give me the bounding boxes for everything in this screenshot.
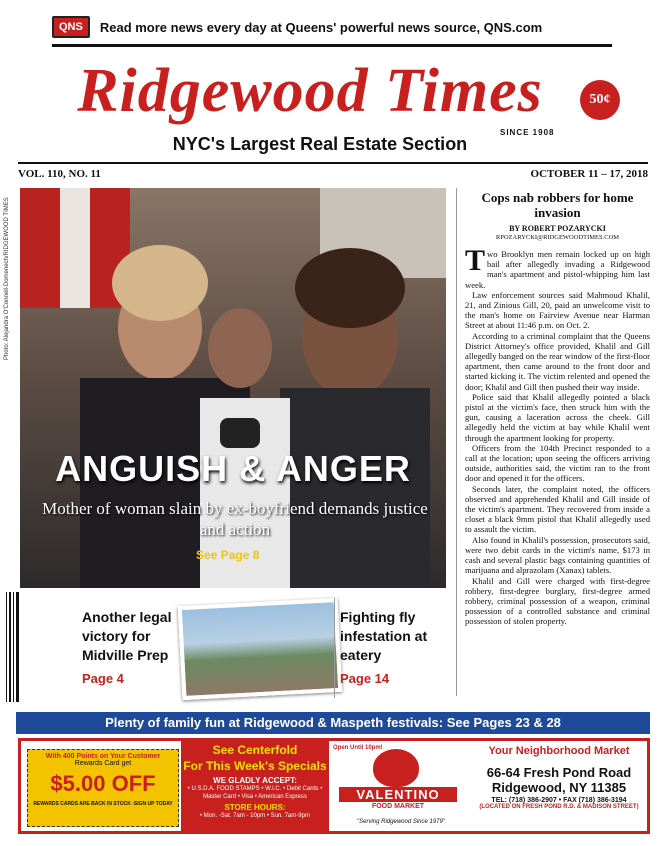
top-promo-text[interactable]: Read more news every day at Queens' powerful news source, QNS.com [99,19,543,35]
valentino-logo [333,745,469,831]
author-email[interactable]: RPOZARYCKI@RIDGEWOODTIMES.COM [495,234,620,241]
hours-label: STORE HOURS: [224,803,286,812]
advertisement[interactable] [18,738,650,834]
store-name: VALENTINO [339,787,457,802]
accept-label: WE GLADLY ACCEPT: [213,776,297,785]
market-address: 66-64 Fresh Pond Road [486,765,632,780]
top-promo-banner [52,14,612,40]
drop-cap: T [465,244,486,277]
cover-subhead: Mother of woman slain by ex-boyfriend demands justice and action [42,499,428,539]
market-phone: TEL: (718) 386-2907 • FAX (718) 386-3194 [491,797,627,804]
teaser-story[interactable] [340,608,450,686]
festival-banner[interactable]: Plenty of family fun at Ridgewood & Maspeth festivals: See Pages 23 & 28 [16,712,650,734]
masthead-title: Ridgewood Times [77,57,543,125]
article-paragraph: Seconds later, the complaint noted, the officers observed and apprehended Khalil and Gill inside of the victim's apartment. They recovered from inside a closet a black 9mm pistol that Khalil allegedly used to assault the victim. [465,483,650,535]
article-paragraph: Police said that Khalil allegedly pointed a black pistol at the victim's face, then struck him with the gun, causing a laceration across the cheek. Gill allegedly held the victim at bay while Khalil went through the apartment looking for property. [465,391,650,443]
coupon[interactable] [27,749,179,827]
photo-credit: Photo: Alejandra O'Connell-Domenech/RIDGEWOOD TIMES [4,197,10,360]
teaser-title: Another legal victory for Midville Prep [82,609,172,663]
coupon-line: Rewards Card get [74,760,132,767]
apple-icon [373,749,419,787]
masthead-tagline: NYC's Largest Real Estate Section [172,134,468,154]
coupon-note: REWARDS CARDS ARE BACK IN STOCK -SIGN UP TODAY [33,801,173,807]
qns-logo[interactable]: QNS [52,16,90,38]
cover-headline[interactable]: ANGUISH & ANGER [55,448,411,489]
article-paragraph: Also found in Khalil's possession, prosecutors said, were two debit cards in the victim's name, $173 in cash and several plastic bags containing quantities of marijuana and alprazolam (Xanax) tablets. [465,534,650,576]
price-badge: 50¢ [580,80,620,120]
article-byline: BY ROBERT POZARYCKI [509,224,606,233]
store-hours: • Mon. -Sat. 7am - 10pm • Sun. 7am-9pm [200,813,310,819]
volume-number: VOL. 110, NO. 11 [18,168,101,180]
issue-dates: OCTOBER 11 – 17, 2018 [530,168,648,180]
article-paragraph-text: wo Brooklyn men remain locked up on high bail after allegedly invading a Ridgewood man's apartment and pistol-whipping him last week. [465,249,650,290]
article-body [465,244,650,627]
store-slogan: "Serving Ridgewood Since 1979" [357,819,445,825]
article-title[interactable]: Cops nab robbers for home invasion [481,190,634,220]
teaser-page-ref: Page 14 [340,671,390,686]
market-location: (LOCATED ON FRESH POND R.D. & MADISON STREET) [479,804,639,810]
specials-heading: For This Week's Specials [183,759,327,773]
article-column [456,188,650,696]
article-paragraph: Officers from the 104th Precinct responded to a call at the location; upon seeing the officers arriving outside, authorities said, the victim ran to the front door and opened it for the officers. [465,442,650,484]
store-subtitle: FOOD MARKET [371,803,425,810]
market-info [473,741,645,831]
barcode [4,592,22,702]
divider [52,44,612,47]
accept-list: • U.S.D.A. FOOD STAMPS • W.I.C. • Debit Cards • Master Card • Visa • American Express [187,786,323,800]
article-paragraph: Law enforcement sources said Mahmoud Khalil, 21, and Zinious Gill, 20, paid an unwelcome visit to the man's home on Fairview Avenue near Harman Street at about 11:46 p.m. on Oct. 2. [465,289,650,331]
open-late-label: Open Until 10pm! [333,745,383,751]
cover-page-ref[interactable]: See Page 8 [196,548,260,562]
article-paragraph: Khalil and Gill were charged with first-degree robbery, first-degree burglary, first-degree armed robbery, criminal possession of a weapon, criminal possession of a controlled substance and criminal possession of stolen property. [465,575,650,627]
coupon-line: With 400 Points on Your Customer [45,753,161,760]
article-paragraph [465,244,650,290]
divider [334,598,335,698]
specials-heading: See Centerfold [212,743,298,757]
teaser-page-ref: Page 4 [82,671,124,686]
since-label: SINCE 1908 [500,128,555,137]
teaser-photo[interactable] [178,598,343,700]
issue-line [18,162,648,180]
article-paragraph: According to a criminal complaint that the Queens District Attorney's office provided, Khalil and Gill allegedly banged on the rear window of the first-floor apartment, then came around to the front door and started kicking it. The victim relented and opened the door; Khalil and Gill then pushed their way inside. [465,330,650,392]
market-name: Your Neighborhood Market [473,745,645,757]
coupon-amount: $5.00 OFF [50,771,156,796]
specials-box [181,741,329,831]
market-city: Ridgewood, NY 11385 [491,780,627,795]
teaser-story[interactable] [82,608,182,686]
teaser-title: Fighting fly infestation at eatery [340,609,428,663]
